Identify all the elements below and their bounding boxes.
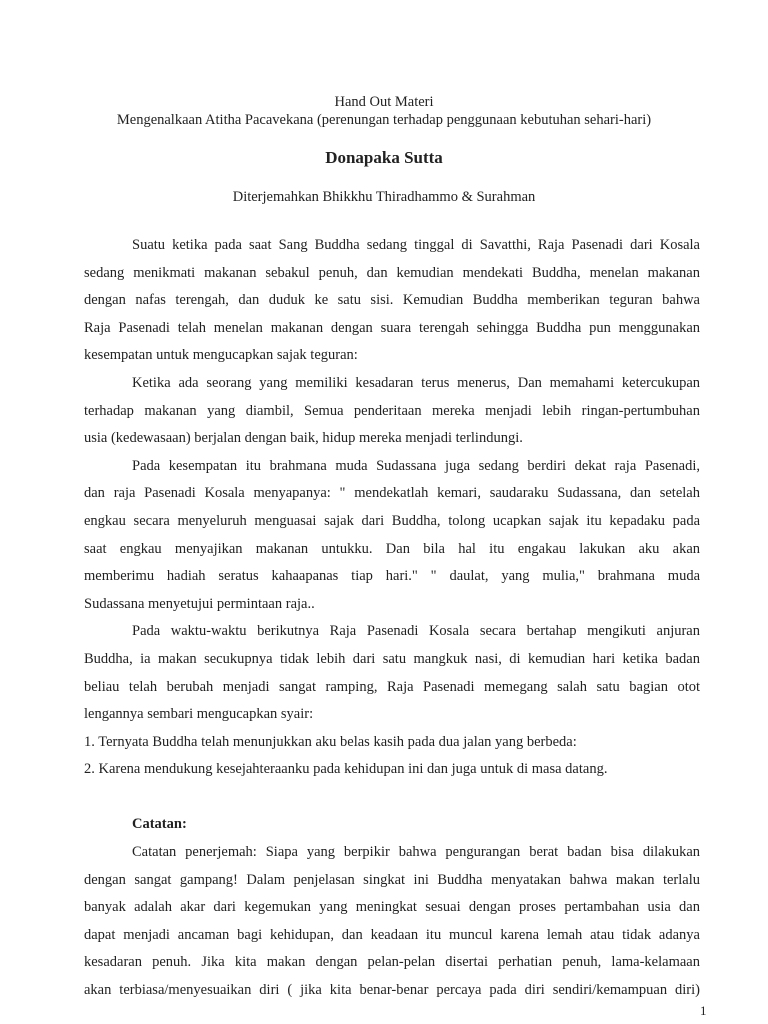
text-line: sedang menikmati makanan sebakul penuh, dan kemudian mendekati Buddha, menelan makanan [84,264,700,281]
notes-heading: Catatan: [132,816,187,833]
text-line: Pada waktu-waktu berikutnya Raja Pasenadi Kosala secara bertahap mengikuti anjuran [132,623,700,640]
text-line: terhadap makanan yang diambil, Semua penderitaan mereka menjadi lebih ringan-pertumbuhan [84,402,700,419]
text-line: beliau telah berubah menjadi sangat ramping, Raja Pasenadi memegang salah satu bagian otot [84,678,700,695]
text-line: usia (kedewasaan) berjalan dengan baik, hidup mereka menjadi terlindungi. [84,430,523,447]
body-text [84,232,700,1005]
text-line: engkau secara menyeluruh menguasai sajak dari Buddha, tolong ucapkan sajak itu kepadaku pada [84,512,700,529]
text-line: dengan sangat gampang! Dalam penjelasan singkat ini Buddha menyatakan bahwa makan terlalu [84,871,700,888]
text-line: Raja Pasenadi telah menelan makanan dengan suara terengah sehingga Buddha pun menggunakan [84,319,700,336]
text-line: dan raja Pasenadi Kosala menyapanya: " mendekatlah kemari, saudaraku Sudassana, dan setelah [84,485,700,502]
text-line: Buddha, ia makan secukupnya tidak lebih dari satu mangkuk nasi, di kemudian hari ketika badan [84,650,700,667]
document-subtitle: Diterjemahkan Bhikkhu Thiradhammo & Surahman [232,189,536,205]
header-line-1: Hand Out Materi [334,94,434,110]
text-line: dengan nafas terengah, dan duduk ke satu sisi. Kemudian Buddha memberikan teguran bahwa [84,292,700,309]
document-title: Donapaka Sutta [325,148,443,167]
text-line: Suatu ketika pada saat Sang Buddha sedang tinggal di Savatthi, Raja Pasenadi dari Kosala [132,237,700,253]
header-line-2: Mengenalkaan Atitha Pacavekana (perenungan terhadap penggunaan kebutuhan sehari-hari) [116,112,652,128]
text-line: Ketika ada seorang yang memiliki kesadaran terus menerus, Dan memahami ketercukupan [132,374,700,391]
text-line: saat engkau menyajikan makanan untukku. Dan bila hal itu engakau lakukan aku akan [84,540,700,557]
text-line: Sudassana menyetujui permintaan raja.. [84,595,315,612]
text-line: banyak adalah akar dari kegemukan yang meningkat sesuai dengan proses pertambahan usia dan [84,899,700,916]
text-line: lengannya sembari mengucapkan syair: [84,706,314,723]
text-line: kesadaran penuh. Jika kita makan dengan pelan-pelan disertai perhatian penuh, lama-kelamaan [84,954,700,971]
text-line: akan terbiasa/menyesuaikan diri ( jika kita benar-benar percaya pada diri sendiri/kemampuan diri) [84,982,700,999]
text-line: dapat menjadi ancaman bagi kehidupan, dan keadaan itu muncul karena lemah atau tidak adanya [84,926,700,943]
page-number: 1 [700,1003,707,1018]
list-item: 2. Karena mendukung kesejahteraanku pada kehidupan ini dan juga untuk di masa datang. [84,761,608,778]
text-line: memberimu hadiah seratus kahaapanas tiap hari." " daulat, yang mulia," brahmana muda [84,568,700,585]
blank-line [84,784,700,812]
list-item: 1. Ternyata Buddha telah menunjukkan aku belas kasih pada dua jalan yang berbeda: [84,733,577,750]
text-line: Catatan penerjemah: Siapa yang berpikir bahwa pengurangan berat badan bisa dilakukan [132,844,700,861]
text-line: kesempatan untuk mengucapkan sajak teguran: [84,347,358,364]
text-line: Pada kesempatan itu brahmana muda Sudassana juga sedang berdiri dekat raja Pasenadi, [132,457,700,474]
